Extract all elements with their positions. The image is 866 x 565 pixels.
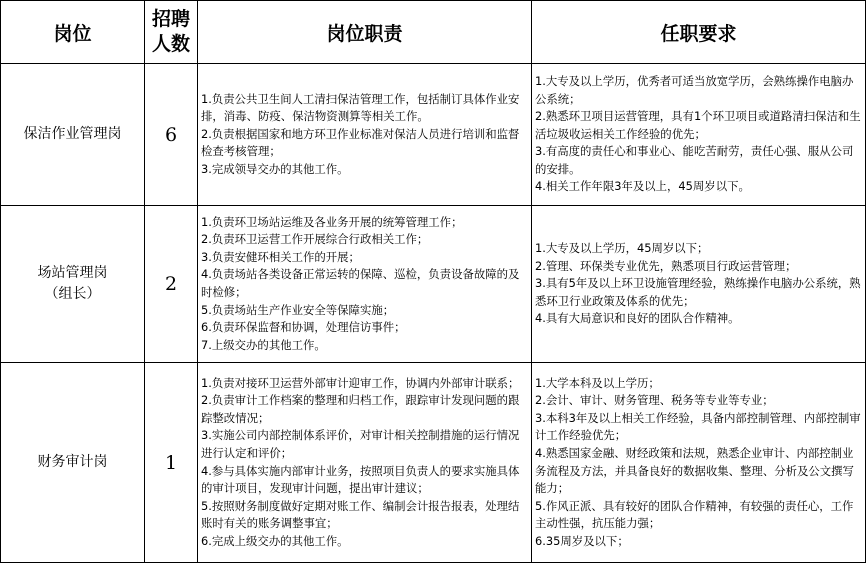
position-cell	[1, 64, 145, 206]
duties-cell	[198, 206, 532, 363]
position-name: 保洁作业管理岗	[23, 126, 122, 142]
position-note: （组长）	[44, 286, 101, 302]
requirement-item: 1.大专及以上学历，45周岁以下；	[535, 241, 709, 256]
requirements-cell	[532, 206, 866, 363]
header-headcount	[145, 1, 198, 64]
requirement-item: 4.具有大局意识和良好的团队合作精神。	[535, 311, 740, 326]
duty-item: 1.负责公共卫生间人工清扫保洁管理工作，包括制订具体作业安排，消毒、防疫、保洁物资测算等相关工作。	[201, 91, 520, 124]
table-row	[1, 363, 866, 563]
requirement-item: 4.熟悉国家金融、财经政策和法规，熟悉企业审计、内部控制业务流程及方法，并具备良好的数据收集、整理、分析及公文撰写能力；	[535, 445, 854, 496]
duty-item: 1.负责环卫场站运维及各业务开展的统筹管理工作；	[201, 214, 463, 229]
requirement-item: 1.大专及以上学历，优秀者可适当放宽学历，会熟练操作电脑办公系统；	[535, 73, 854, 106]
header-row	[1, 1, 866, 64]
requirement-item: 6.35周岁及以下；	[535, 533, 629, 548]
duties-cell	[198, 64, 532, 206]
headcount-cell: 1	[145, 363, 198, 563]
requirement-item: 2.会计、审计、财务管理、税务等专业等专业；	[535, 393, 774, 408]
headcount-cell: 6	[145, 64, 198, 206]
requirements-cell	[532, 64, 866, 206]
duty-item: 4.参与具体实施内部审计业务，按照项目负责人的要求实施具体的审计项目，发现审计问题，提出审计建议；	[201, 463, 520, 496]
duty-item: 6.负责环保监督和协调，处理信访事件；	[201, 320, 406, 335]
headcount-cell: 2	[145, 206, 198, 363]
header-headcount-line2: 人数	[151, 33, 190, 55]
duty-item: 7.上级交办的其他工作。	[201, 337, 326, 352]
duty-item: 1.负责对接环卫运营外部审计迎审工作，协调内外部审计联系；	[201, 375, 520, 390]
duties-cell	[198, 363, 532, 563]
duty-item: 5.负责场站生产作业安全等保障实施；	[201, 302, 395, 317]
duty-item: 3.完成领导交办的其他工作。	[201, 161, 349, 176]
requirement-item: 2.熟悉环卫项目运营管理，具有1个环卫项目或道路清扫保洁和生活垃圾收运相关工作经验的优先；	[535, 109, 861, 141]
position-name: 财务审计岗	[37, 454, 108, 470]
duty-item: 3.实施公司内部控制体系评价，对审计相关控制措施的运行情况进行认定和评价；	[201, 428, 520, 460]
position-cell	[1, 206, 145, 363]
duty-item: 3.负责安健环相关工作的开展；	[201, 249, 360, 264]
header-requirements: 任职要求	[532, 1, 866, 64]
requirement-item: 1.大学本科及以上学历；	[535, 375, 660, 390]
duty-item: 6.完成上级交办的其他工作。	[201, 533, 349, 548]
requirement-item: 3.本科3年及以上相关工作经验，具备内部控制管理、内部控制审计工作经验优先；	[535, 410, 861, 443]
duty-item: 2.负责环卫运营工作开展综合行政相关工作；	[201, 232, 429, 247]
requirement-item: 3.具有5年及以上环卫设施管理经验，熟练操作电脑办公系统，熟悉环卫行业政策及体系的优先；	[535, 276, 861, 308]
table-row	[1, 206, 866, 363]
duty-item: 2.负责审计工作档案的整理和归档工作，跟踪审计发现问题的跟踪整改情况；	[201, 393, 520, 425]
requirements-cell	[532, 363, 866, 563]
requirement-item: 3.有高度的责任心和事业心、能吃苦耐劳，责任心强、服从公司的安排。	[535, 144, 854, 176]
duty-item: 5.按照财务制度做好定期对账工作、编制会计报告报表，处理结账时有关的账务调整事宜；	[201, 498, 520, 531]
position-cell	[1, 363, 145, 563]
requirement-item: 5.作风正派、具有较好的团队合作精神，有较强的责任心，工作主动性强，抗压能力强；	[535, 498, 854, 531]
header-position: 岗位	[1, 1, 145, 64]
header-headcount-line1: 招聘	[151, 8, 190, 30]
duty-item: 4.负责场站各类设备正常运转的保障、巡检，负责设备故障的及时检修；	[201, 267, 520, 299]
requirement-item: 2.管理、环保类专业优先，熟悉项目行政运营管理；	[535, 258, 797, 273]
position-name: 场站管理岗	[37, 265, 108, 281]
duty-item: 2.负责根据国家和地方环卫作业标准对保洁人员进行培训和监督检查考核管理；	[201, 126, 520, 159]
table-row	[1, 64, 866, 206]
header-duties: 岗位职责	[198, 1, 532, 64]
requirement-item: 4.相关工作年限3年及以上，45周岁以下。	[535, 179, 750, 194]
